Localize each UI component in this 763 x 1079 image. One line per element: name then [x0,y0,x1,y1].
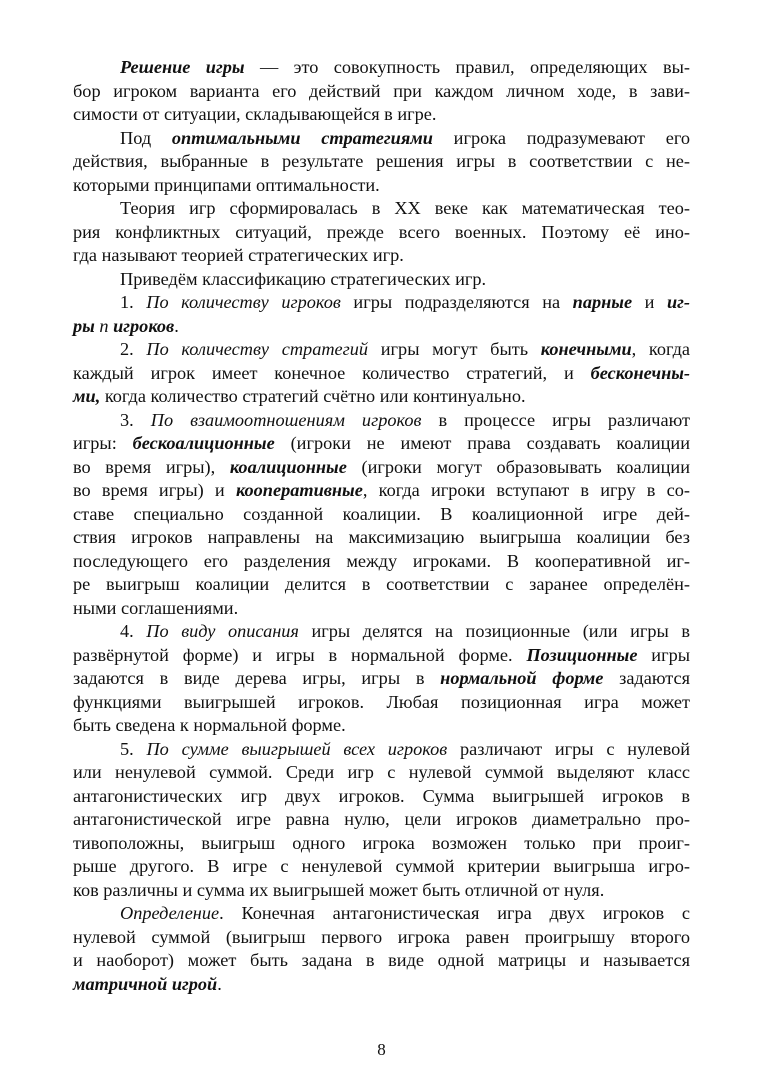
paragraph [73,738,690,903]
text-run: когда количество стратегий счётно или континуально. [100,386,526,406]
paragraph [73,620,690,738]
text-line [73,244,690,268]
text-line [73,832,690,856]
text-run: и [632,292,667,312]
text-run: ре выигрыш коалиции делится в соответствии с заранее определён- [73,574,690,594]
text-run: антагонистических игр двух игроков. Сумма выигрышей игроков в [73,785,690,806]
text-line [73,56,690,80]
text-run: действия, выбранные в результате решения игры в соответствии с не- [73,151,690,171]
paragraph [73,127,690,198]
bold-italic-term: бескоалиционные [132,433,275,453]
text-line [73,644,690,668]
text-line [73,738,690,762]
bold-italic-term: кооперативные [235,480,363,500]
bold-italic-term: Позиционные [526,644,638,665]
text-run: , когда игроки вступают в игру в со- [362,480,690,500]
text-line [73,879,690,903]
text-line [73,127,690,151]
text-run: (игроки могут образовывать коалиции [346,456,690,477]
bold-italic-term: бесконечны- [590,362,690,383]
text-line [73,80,690,104]
paragraph [73,197,690,268]
text-run: 4. [120,621,147,641]
text-line [73,667,690,691]
text-line [73,926,690,950]
italic-text: По взаимоотношениям игроков [150,409,422,430]
text-run: во время игры), [73,456,230,477]
text-run: игры могут быть [368,339,541,359]
text-run: — это совокупность правил, определяющих вы- [244,57,690,77]
text-run: 1. [120,292,147,312]
text-line [73,620,690,644]
text-line [73,573,690,597]
text-run: антагонистической игре равна нулю, цели игроков диаметрально про- [73,809,690,829]
text-line [73,456,690,480]
text-line [73,526,690,550]
bold-italic-term: иг- [667,292,691,312]
text-run: игрока подразумевают его [432,127,691,148]
text-line [73,973,690,997]
text-line [73,949,690,973]
text-run: 3. [120,409,151,430]
bold-italic-term: игроков [108,315,175,336]
text-line [73,691,690,715]
paragraph [73,409,690,621]
text-run: , когда [631,339,690,359]
text-run: и наоборот) может быть задана в виде одной матрицы и называется [73,950,690,970]
bold-italic-term: оптимальными стратегиями [171,127,433,148]
text-run: рыше другого. В игре с ненулевой суммой критерии выигрыша игро- [73,856,690,876]
bold-italic-term: Решение игры [120,57,245,77]
text-line [73,479,690,503]
text-line [73,174,690,198]
italic-text: По количеству игроков [146,292,341,312]
italic-text: n [99,315,109,336]
text-line [73,221,690,245]
text-line [73,291,690,315]
text-run: . [174,315,179,336]
text-line [73,103,690,127]
text-line [73,808,690,832]
text-line [73,150,690,174]
text-run: которыми принципами оптимальности. [73,174,380,195]
bold-italic-term: ми, [73,386,101,406]
text-run: последующего его разделения между игроками. В кооперативной иг- [73,550,690,571]
text-line [73,315,690,339]
text-run: в процессе игры различают [421,409,690,430]
text-run: рия конфликтных ситуаций, прежде всего военных. Поэтому её ино- [73,221,690,242]
paragraph [73,338,690,409]
page-body [73,56,690,996]
text-run: ными соглашениями. [73,597,239,618]
italic-text: По количеству стратегий [146,339,369,359]
text-line [73,785,690,809]
text-run: развёрнутой форме) и игры в нормальной форме. [73,644,527,665]
text-run: нулевой суммой (выигрыш первого игрока равен проигрышу второго [73,926,690,947]
text-run: ков различны и сумма их выигрышей может быть отличной от нуля. [73,879,605,900]
italic-text: По виду описания [146,621,299,641]
text-run: задаются [603,668,690,688]
text-run: гда называют теорией стратегических игр. [73,245,404,265]
text-run: Теория игр сформировалась в XX веке как математическая тео- [120,198,690,218]
bold-italic-term: коалиционные [229,456,347,477]
text-run: или ненулевой суммой. Среди игр с нулевой суммой выделяют класс [73,762,690,782]
text-line [73,714,690,738]
text-run: игры делятся на позиционные (или игры в [298,621,690,641]
paragraph [73,56,690,127]
text-run: ствия игроков направлены на максимизацию выигрыша коалиции без [73,527,690,547]
text-run: различают игры с нулевой [447,738,691,759]
text-line [73,197,690,221]
text-run: игры: [73,433,133,453]
text-line [73,432,690,456]
text-run: Приведём классификацию стратегических игр. [120,268,487,289]
text-line [73,338,690,362]
text-run: 5. [120,738,147,759]
text-run: во время игры) и [73,480,236,500]
text-line [73,761,690,785]
text-line [73,409,690,433]
text-run: функциями выигрышей игроков. Любая позиционная игра может [73,691,690,712]
text-run: задаются в виде дерева игры, игры в [73,668,441,688]
text-run: Под [120,127,172,148]
text-run: . Конечная антагонистическая игра двух игроков с [219,903,690,923]
paragraph [73,268,690,292]
text-run: каждый игрок имеет конечное количество стратегий, и [73,362,591,383]
text-line [73,268,690,292]
text-run: (игроки не имеют права создавать коалиции [274,433,691,453]
text-run: быть сведена к нормальной форме. [73,715,346,735]
paragraph [73,902,690,996]
text-line [73,550,690,574]
text-run: ставе специально созданной коалиции. В коалиционной игре дей- [73,503,690,524]
text-line [73,503,690,527]
bold-italic-term: конечными [540,339,632,359]
italic-text: Определение [120,903,220,923]
text-run: игры [637,644,690,665]
text-run: бор игроком варианта его действий при каждом личном ходе, в зави- [73,80,690,101]
text-run: . [217,973,222,994]
bold-italic-term: матричной игрой [73,973,218,994]
italic-text: По сумме выигрышей всех игроков [146,738,448,759]
text-run: симости от ситуации, складывающейся в игре. [73,104,437,124]
paragraph [73,291,690,338]
bold-italic-term: ры [73,315,100,336]
text-run: игры подразделяются на [340,292,573,312]
text-line [73,385,690,409]
bold-italic-term: нормальной форме [440,668,604,688]
text-line [73,362,690,386]
bold-italic-term: парные [572,292,633,312]
text-run: 2. [120,339,147,359]
page-number: 8 [377,1040,386,1059]
text-line [73,855,690,879]
text-line [73,902,690,926]
text-line [73,597,690,621]
text-run: тивоположны, выигрыш одного игрока возможен только при проиг- [73,832,690,853]
